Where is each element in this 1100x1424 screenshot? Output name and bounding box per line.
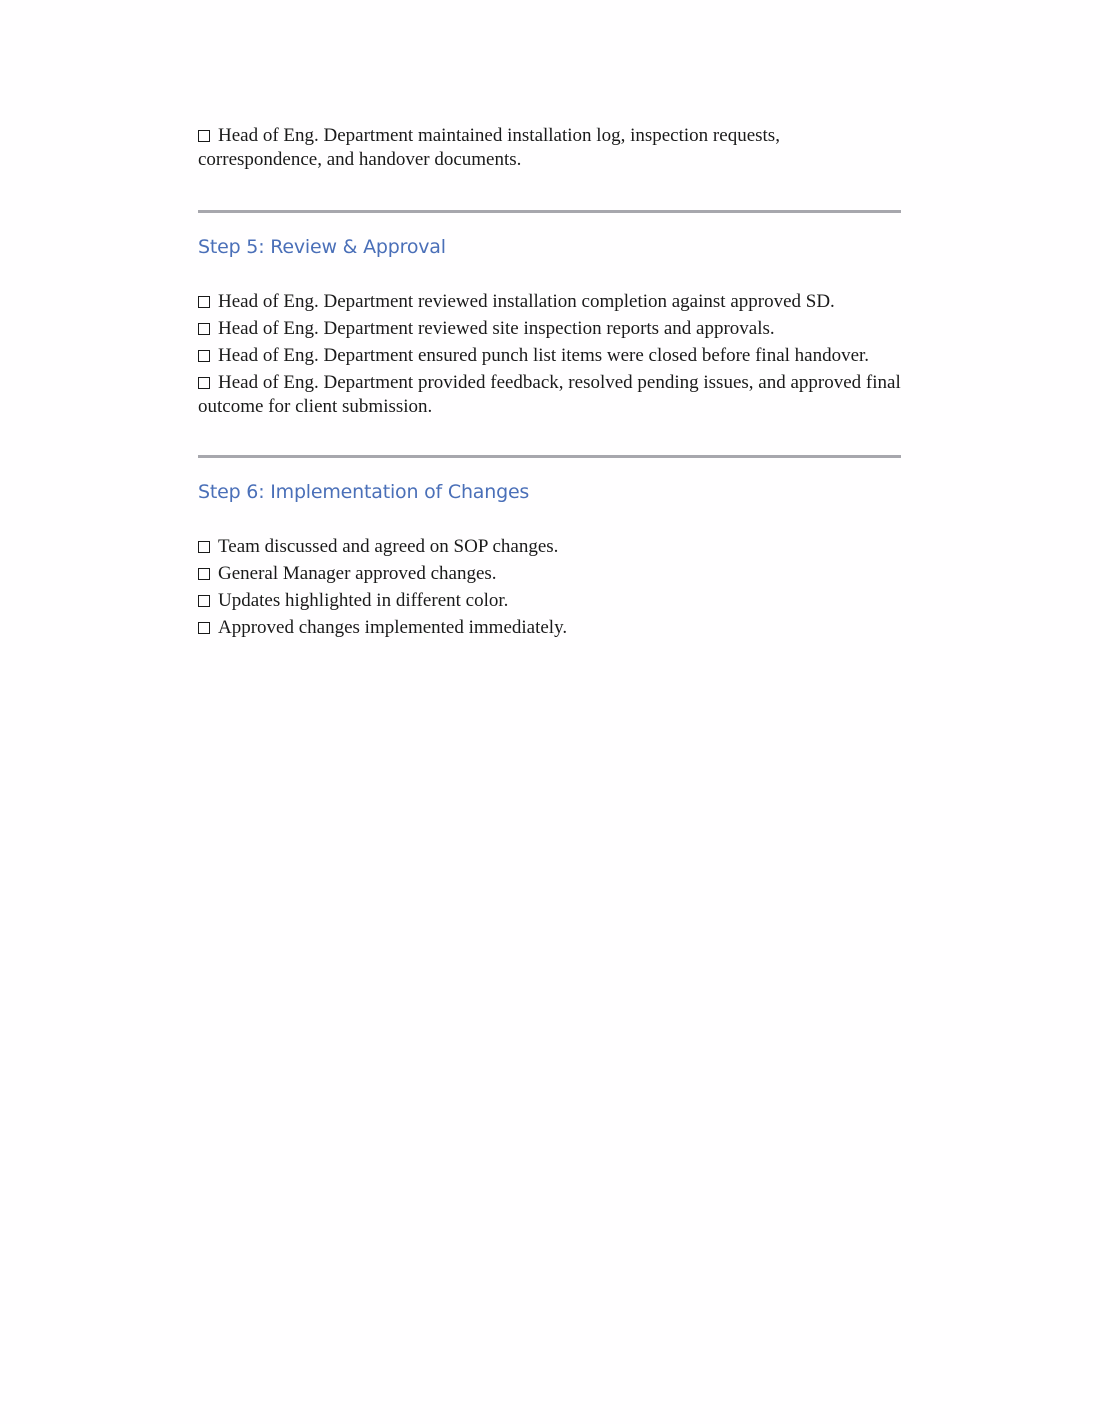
step6-checklist: [198, 535, 901, 640]
document-content: [198, 124, 901, 643]
checklist-item: [198, 317, 901, 341]
empty-checkbox-icon: [198, 350, 210, 362]
intro-item-text: Head of Eng. Department maintained installation log, inspection requests, correspondence, and handover documents.: [198, 125, 780, 170]
step6-heading: Step 6: Implementation of Changes: [198, 481, 530, 503]
empty-checkbox-icon: [198, 130, 210, 142]
empty-checkbox-icon: [198, 323, 210, 335]
checklist-item: [198, 371, 901, 419]
checklist-item: [198, 589, 901, 613]
step5-heading: Step 5: Review & Approval: [198, 236, 446, 258]
checklist-item: [198, 562, 901, 586]
empty-checkbox-icon: [198, 622, 210, 634]
empty-checkbox-icon: [198, 377, 210, 389]
empty-checkbox-icon: [198, 296, 210, 308]
checklist-item-text: Team discussed and agreed on SOP changes.: [218, 536, 559, 557]
checklist-item-text: Head of Eng. Department reviewed installation completion against approved SD.: [218, 291, 835, 312]
checklist-item: [198, 616, 901, 640]
checklist-item-text: Head of Eng. Department ensured punch list items were closed before final handover.: [218, 345, 870, 366]
checklist-item-text: Approved changes implemented immediately.: [218, 617, 568, 638]
checklist-item: [198, 290, 901, 314]
checklist-item-text: Updates highlighted in different color.: [218, 590, 509, 611]
checklist-item-text: Head of Eng. Department provided feedback, resolved pending issues, and approved final outcome for client submission.: [198, 372, 901, 417]
empty-checkbox-icon: [198, 568, 210, 580]
empty-checkbox-icon: [198, 541, 210, 553]
section-divider-2: [198, 455, 901, 458]
checklist-item-text: General Manager approved changes.: [218, 563, 497, 584]
checklist-item: [198, 535, 901, 559]
empty-checkbox-icon: [198, 595, 210, 607]
step5-checklist: [198, 290, 901, 419]
checklist-item: [198, 344, 901, 368]
intro-checklist-item: [198, 124, 901, 172]
section-divider-1: [198, 210, 901, 213]
checklist-item-text: Head of Eng. Department reviewed site inspection reports and approvals.: [218, 318, 775, 339]
